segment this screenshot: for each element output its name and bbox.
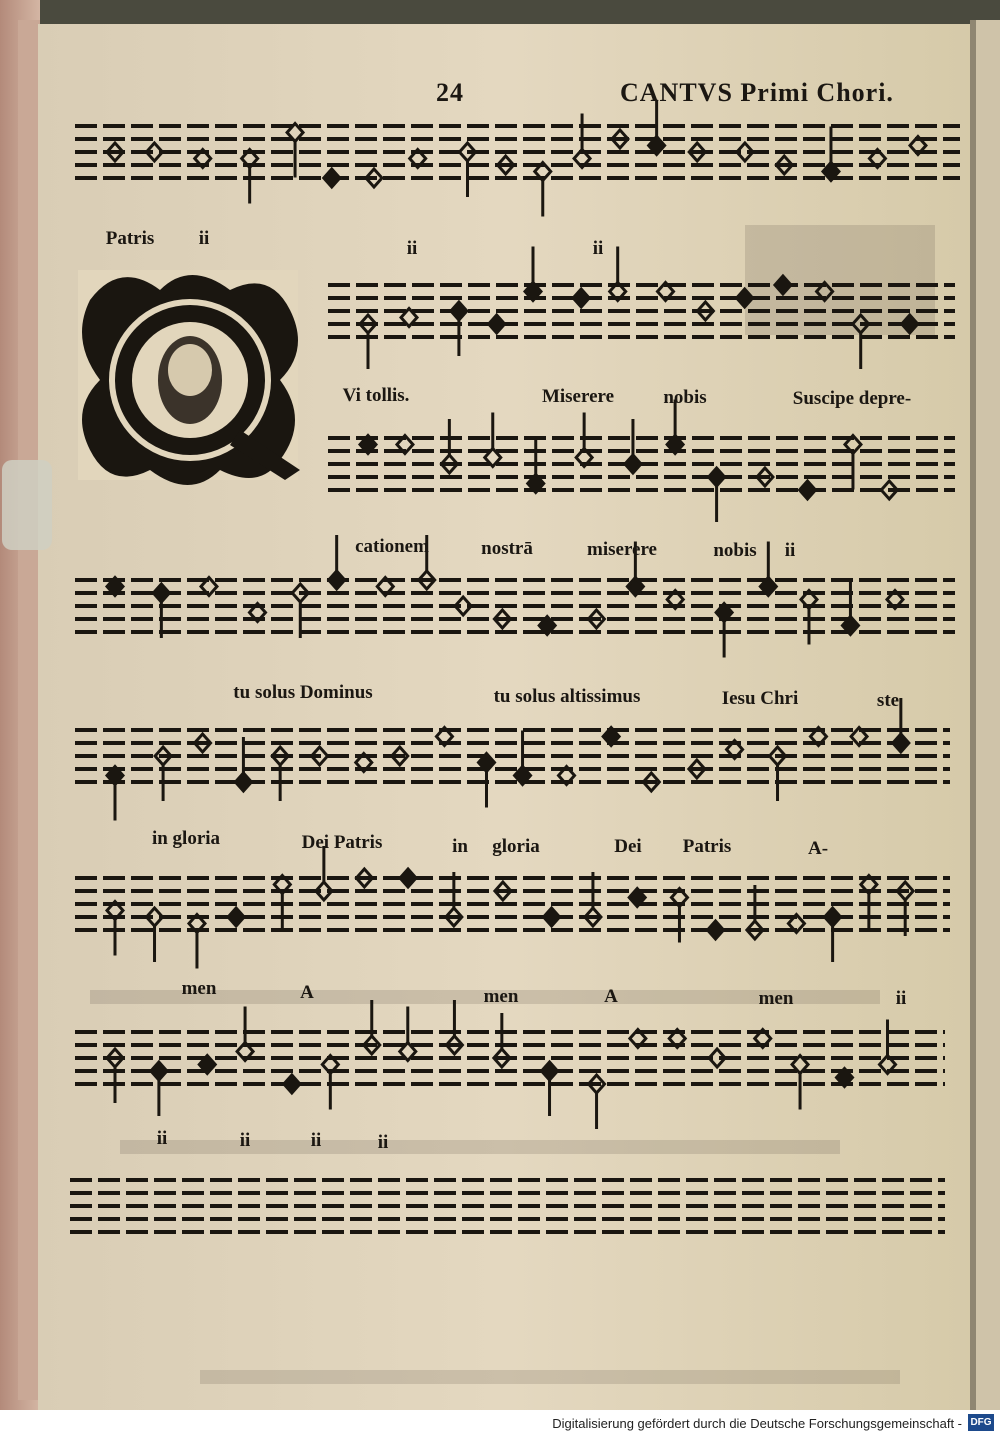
lyric: ii [895,988,907,1009]
decorated-initial-q [78,270,300,485]
lyric: Vi tollis. [342,385,410,406]
lyric: ii [239,1130,251,1151]
lyric: nobis [663,387,707,408]
lyric: miserere [587,539,657,560]
lyric: in gloria [151,828,221,849]
lyric: Patris [682,836,732,857]
lyric: tu solus altissimus [493,686,641,707]
lyric: ii [377,1132,389,1153]
bookmark-clip [2,460,52,550]
lyric: Dei Patris [301,832,383,853]
lyric: men [181,978,217,999]
lyric: Miserere [541,386,615,407]
lyric: ii [156,1128,168,1149]
lyric: ii [406,238,418,259]
page-number: 24 [436,78,464,107]
lyric: in [452,836,468,857]
lyric: A [604,986,618,1007]
lyric: Iesu Chri [721,688,799,709]
lyric: ii [310,1130,322,1151]
page-edge-stack [0,0,40,1410]
lyric: Patris [105,228,155,249]
dfg-logo: DFG [968,1414,994,1431]
lyric: tu solus Dominus [233,682,373,703]
lyric: gloria [492,836,540,857]
lyric: ii [198,228,210,249]
lyric: A [300,982,314,1003]
lyric: ste [876,690,900,711]
lyric: nobis [713,540,757,561]
lyric: ii [592,238,604,259]
lyric: men [483,986,519,1007]
running-head: CANTVS Primi Chori. [620,78,894,107]
lyric: Dei [614,836,642,857]
adjacent-page [970,20,1000,1410]
lyric: ii [784,540,796,561]
lyric: nostrā [481,538,533,559]
lyric: Suscipe depre- [792,388,912,409]
lyric: cationem [355,536,429,557]
lyric: men [758,988,794,1009]
lyric: A- [807,838,829,859]
footer-credit: Digitalisierung gefördert durch die Deutsche Forschungsgemeinschaft - [552,1416,962,1431]
